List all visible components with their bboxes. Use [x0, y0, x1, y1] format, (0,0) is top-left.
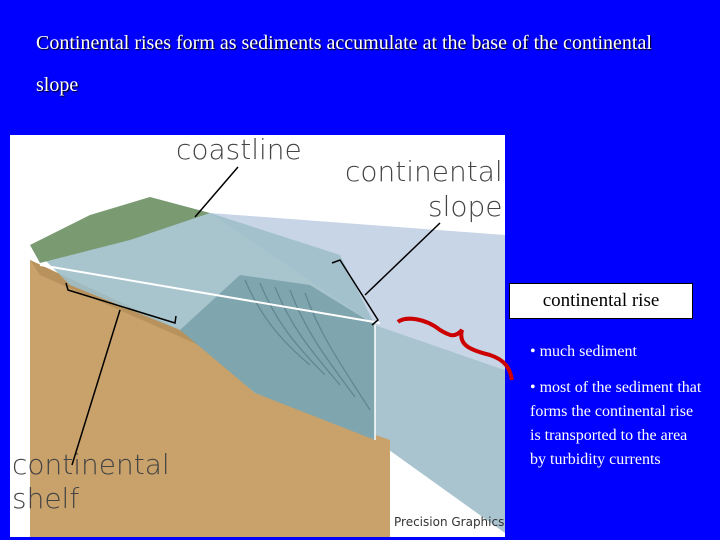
label-shelf-line1: continental: [12, 448, 170, 481]
label-shelf-line2: shelf: [12, 482, 80, 515]
image-credit: Precision Graphics: [394, 515, 505, 529]
label-slope-line2: slope: [428, 190, 503, 223]
label-coastline: coastline: [176, 133, 302, 166]
bullet-item: • much sediment: [530, 343, 637, 360]
bullet-item: • most of the sediment that forms the continental rise is transported to the area by turbidity currents: [530, 379, 702, 468]
callout-bullets: [530, 340, 705, 484]
label-slope-line1: continental: [345, 155, 503, 188]
continental-margin-diagram: [10, 135, 505, 537]
continental-rise-label: continental rise: [509, 283, 693, 319]
slide-title: Continental rises form as sediments accumulate at the base of the continental slope: [36, 32, 652, 96]
